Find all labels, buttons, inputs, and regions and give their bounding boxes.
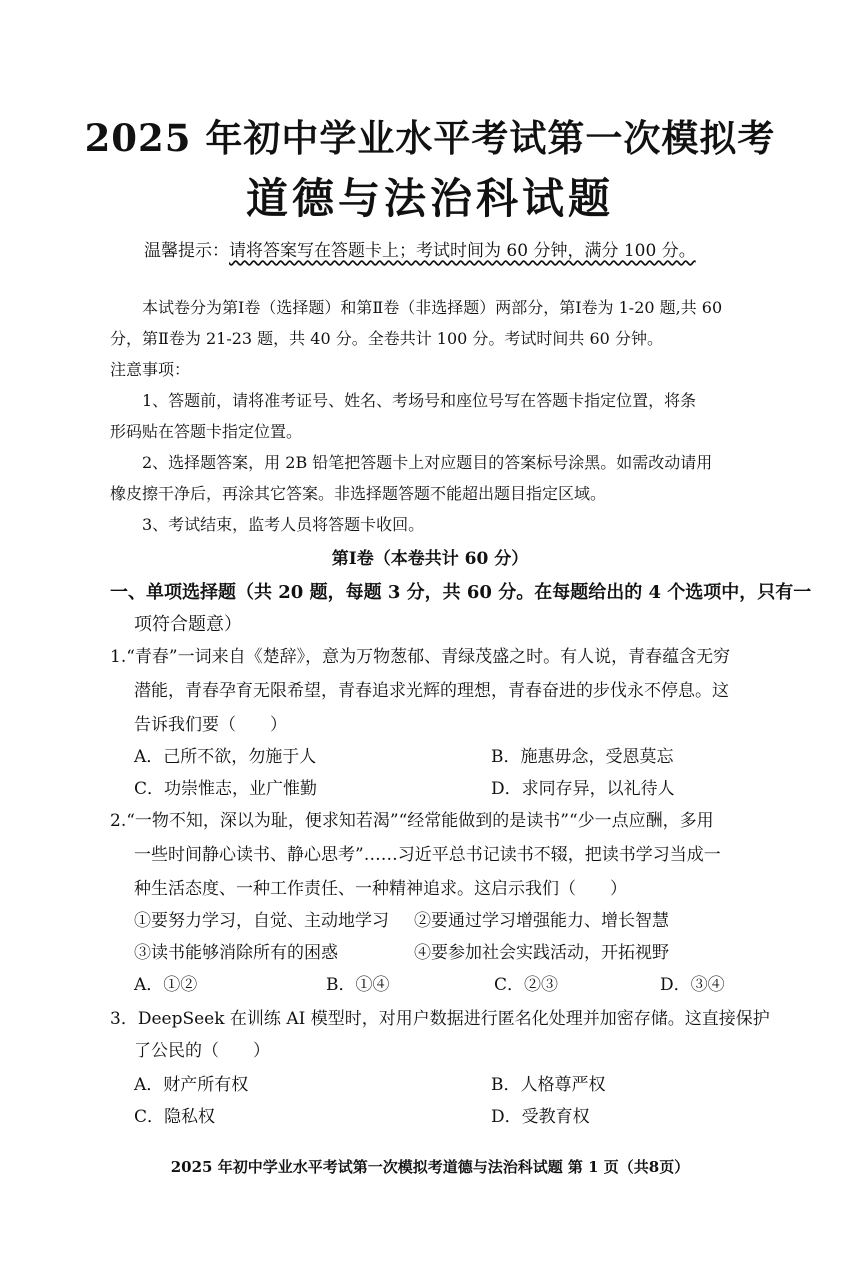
q2-option-d: D．③④ — [660, 975, 725, 995]
intro-line-1: 本试卷分为第Ⅰ卷（选择题）和第Ⅱ卷（非选择题）两部分，第Ⅰ卷为 1-20 题,共 60 — [142, 298, 723, 317]
notice-title: 注意事项： — [110, 360, 191, 379]
q2-statement-4: ④要参加社会实践活动，开拓视野 — [414, 943, 669, 963]
q3-option-a: A．财产所有权 — [134, 1075, 249, 1095]
q2-line-1: 2.“一物不知，深以为耻，便求知若渴”“经常能做到的是读书”“少一点应酬，多用 — [110, 811, 714, 831]
tip-label: 温馨提示： — [144, 241, 229, 261]
q2-option-b: B．①④ — [326, 975, 390, 995]
q2-option-a: A．①② — [134, 975, 198, 995]
section-1-line-1: 一、单项选择题（共 20 题，每题 3 分，共 60 分。在每题给出的 4 个选项中，只有一 — [110, 582, 812, 603]
q3-line-1: 3．DeepSeek 在训练 AI 模型时，对用户数据进行匿名化处理并加密存储。这直接保护 — [110, 1009, 770, 1029]
q1-line-1: 1.“青春”一词来自《楚辞》，意为万物葱郁、青绿茂盛之时。有人说，青春蕴含无穷 — [110, 647, 731, 667]
q2-statement-2: ②要通过学习增强能力、增长智慧 — [414, 911, 669, 931]
q2-line-3: 种生活态度、一种工作责任、一种精神追求。这启示我们（ ） — [134, 879, 627, 899]
part-1-heading: 第Ⅰ卷（本卷共计 60 分） — [331, 549, 529, 569]
exam-title: 2025 年初中学业水平考试第一次模拟考 — [84, 116, 776, 160]
q2-statement-1: ①要努力学习，自觉、主动地学习 — [134, 911, 389, 931]
q1-option-d: D．求同存异，以礼待人 — [491, 779, 675, 799]
warm-tip — [144, 236, 696, 261]
q1-option-b: B．施惠毋念，受恩莫忘 — [491, 747, 674, 767]
notice-1-line-1: 1、答题前，请将准考证号、姓名、考场号和座位号写在答题卡指定位置，将条 — [142, 391, 697, 410]
q2-line-2: 一些时间静心读书、静心思考”……习近平总书记读书不辍，把读书学习当成一 — [134, 845, 721, 865]
q1-option-a: A．己所不欲，勿施于人 — [134, 747, 317, 767]
notice-2-line-1: 2、选择题答案，用 2B 铅笔把答题卡上对应题目的答案标号涂黑。如需改动请用 — [142, 453, 713, 472]
notice-3: 3、考试结束，监考人员将答题卡收回。 — [142, 515, 425, 534]
notice-1-line-2: 形码贴在答题卡指定位置。 — [110, 422, 303, 441]
q2-option-c: C．②③ — [494, 975, 559, 995]
intro-line-2: 分，第Ⅱ卷为 21-23 题，共 40 分。全卷共计 100 分。考试时间共 60 分钟。 — [110, 329, 663, 348]
q1-line-3: 告诉我们要（ ） — [134, 715, 287, 735]
q3-line-2: 了公民的（ ） — [134, 1041, 270, 1061]
page-footer: 2025 年初中学业水平考试第一次模拟考道德与法治科试题 第 1 页（共8页） — [170, 1158, 690, 1176]
q1-line-2: 潜能，青春孕育无限希望，青春追求光辉的理想，青春奋进的步伐永不停息。这 — [134, 681, 729, 701]
section-1-line-2: 项符合题意） — [134, 614, 242, 635]
q3-option-d: D．受教育权 — [491, 1107, 590, 1127]
q3-option-b: B．人格尊严权 — [491, 1075, 606, 1095]
q1-option-c: C．功崇惟志，业广惟勤 — [134, 779, 318, 799]
q3-option-c: C．隐私权 — [134, 1107, 216, 1127]
q2-statement-3: ③读书能够消除所有的困惑 — [134, 943, 338, 963]
notice-2-line-2: 橡皮擦干净后，再涂其它答案。非选择题答题不能超出题目指定区域。 — [110, 484, 607, 503]
tip-text: 请将答案写在答题卡上；考试时间为 60 分钟，满分 100 分。 — [229, 241, 696, 261]
subject-title: 道德与法治科试题 — [245, 174, 614, 223]
